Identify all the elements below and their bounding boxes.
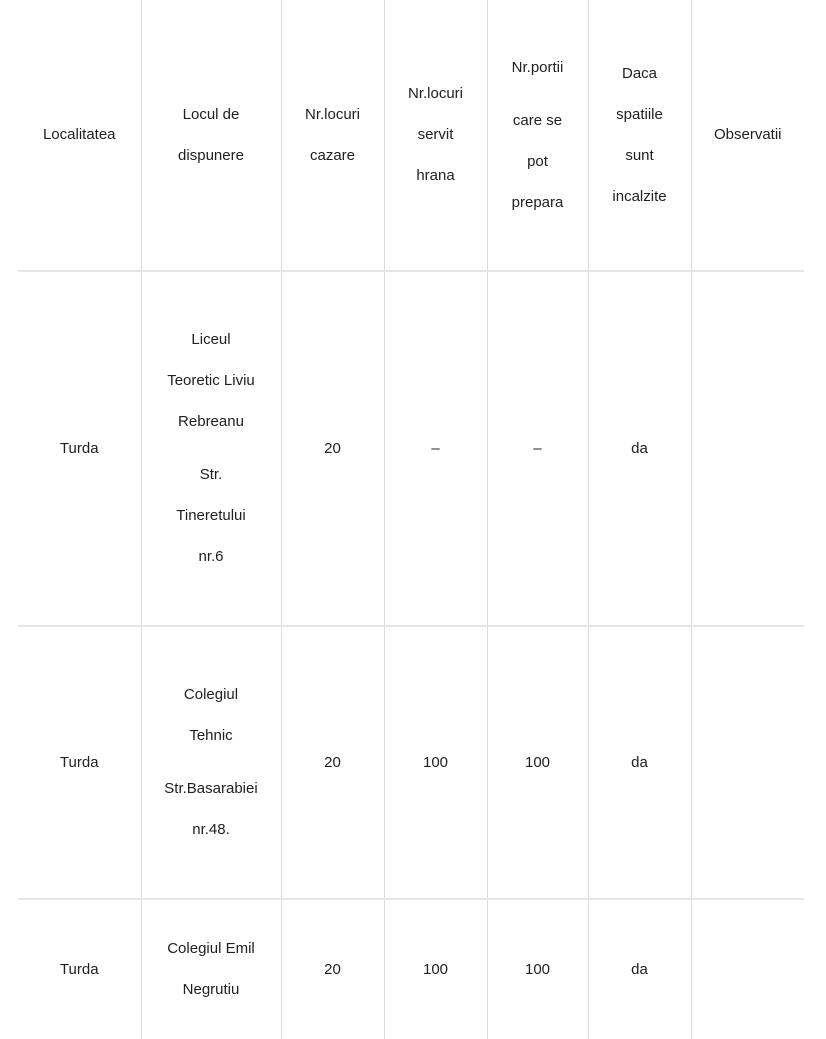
header-nr-portii	[487, 0, 588, 271]
cell-locul-line: Negrutiu	[182, 981, 240, 998]
cell-observatii	[691, 899, 804, 1039]
header-localitatea	[18, 0, 141, 271]
header-nr-locuri-cazare	[281, 0, 384, 271]
header-cazare-line-1: Nr.locuri	[304, 105, 360, 123]
header-portii-line-3: pot	[527, 152, 548, 170]
header-cazare-line-2: cazare	[309, 146, 356, 164]
header-nr-locuri-hrana	[384, 0, 487, 271]
header-hrana-line-3: hrana	[416, 167, 455, 184]
header-hrana-line-1: Nr.locuri	[407, 85, 463, 102]
header-locul-line-2: dispunere	[178, 146, 244, 164]
cell-locul-line: Rebreanu	[178, 413, 244, 430]
cell-locul-line: nr.6	[198, 548, 224, 565]
accommodation-table	[18, 0, 804, 1039]
cell-incalzite: da	[588, 271, 691, 626]
header-hrana-line-2: servit	[417, 126, 454, 143]
cell-locul	[141, 899, 281, 1039]
header-portii-line-1: Nr.portii	[511, 58, 564, 76]
accommodation-table-container	[18, 0, 804, 1039]
cell-incalzite: da	[588, 626, 691, 899]
cell-cazare: 20	[281, 899, 384, 1039]
cell-cazare: 20	[281, 626, 384, 899]
cell-locul-spacer	[150, 746, 273, 779]
table-row	[18, 899, 804, 1039]
cell-locul-line: Colegiul Emil	[167, 940, 255, 957]
header-incalzite-line-3: sunt	[625, 146, 654, 164]
header-incalzite-line-2: spatiile	[616, 105, 663, 123]
cell-locul-spacer	[150, 432, 273, 465]
cell-locul-line: Str.Basarabiei	[164, 780, 258, 797]
cell-localitatea: Turda	[18, 271, 141, 626]
cell-hrana: 100	[384, 626, 487, 899]
cell-locul-line: Teoretic Liviu	[167, 372, 255, 389]
cell-locul	[141, 626, 281, 899]
cell-locul-line: Liceul	[191, 331, 231, 348]
cell-hrana: –	[384, 271, 487, 626]
cell-incalzite: da	[588, 899, 691, 1039]
cell-locul-line: Tehnic	[189, 727, 233, 744]
table-row	[18, 626, 804, 899]
cell-localitatea: Turda	[18, 899, 141, 1039]
header-observatii-text: Observatii	[713, 126, 782, 143]
cell-locul	[141, 271, 281, 626]
cell-locul-line: Tineretului	[176, 507, 246, 524]
table-row	[18, 271, 804, 626]
cell-portii: 100	[487, 626, 588, 899]
cell-locul-line: Str.	[199, 466, 223, 483]
header-incalzite-line-1: Daca	[621, 64, 658, 82]
header-portii-spacer	[496, 78, 580, 111]
header-portii-line-4: prepara	[511, 193, 564, 211]
cell-cazare: 20	[281, 271, 384, 626]
header-incalzite-line-4: incalzite	[612, 187, 667, 205]
cell-observatii	[691, 271, 804, 626]
cell-hrana: 100	[384, 899, 487, 1039]
header-portii-line-2: care se	[512, 111, 563, 129]
header-observatii	[691, 0, 804, 271]
cell-locul-line: Colegiul	[183, 686, 239, 703]
cell-portii: 100	[487, 899, 588, 1039]
cell-localitatea: Turda	[18, 626, 141, 899]
cell-locul-line: nr.48.	[192, 821, 230, 838]
cell-observatii	[691, 626, 804, 899]
header-locul-line-1: Locul de	[182, 105, 240, 123]
header-locul-de-dispunere	[141, 0, 281, 271]
cell-portii: –	[487, 271, 588, 626]
table-header-row	[18, 0, 804, 271]
header-localitatea-text: Localitatea	[42, 126, 116, 143]
header-incalzite	[588, 0, 691, 271]
